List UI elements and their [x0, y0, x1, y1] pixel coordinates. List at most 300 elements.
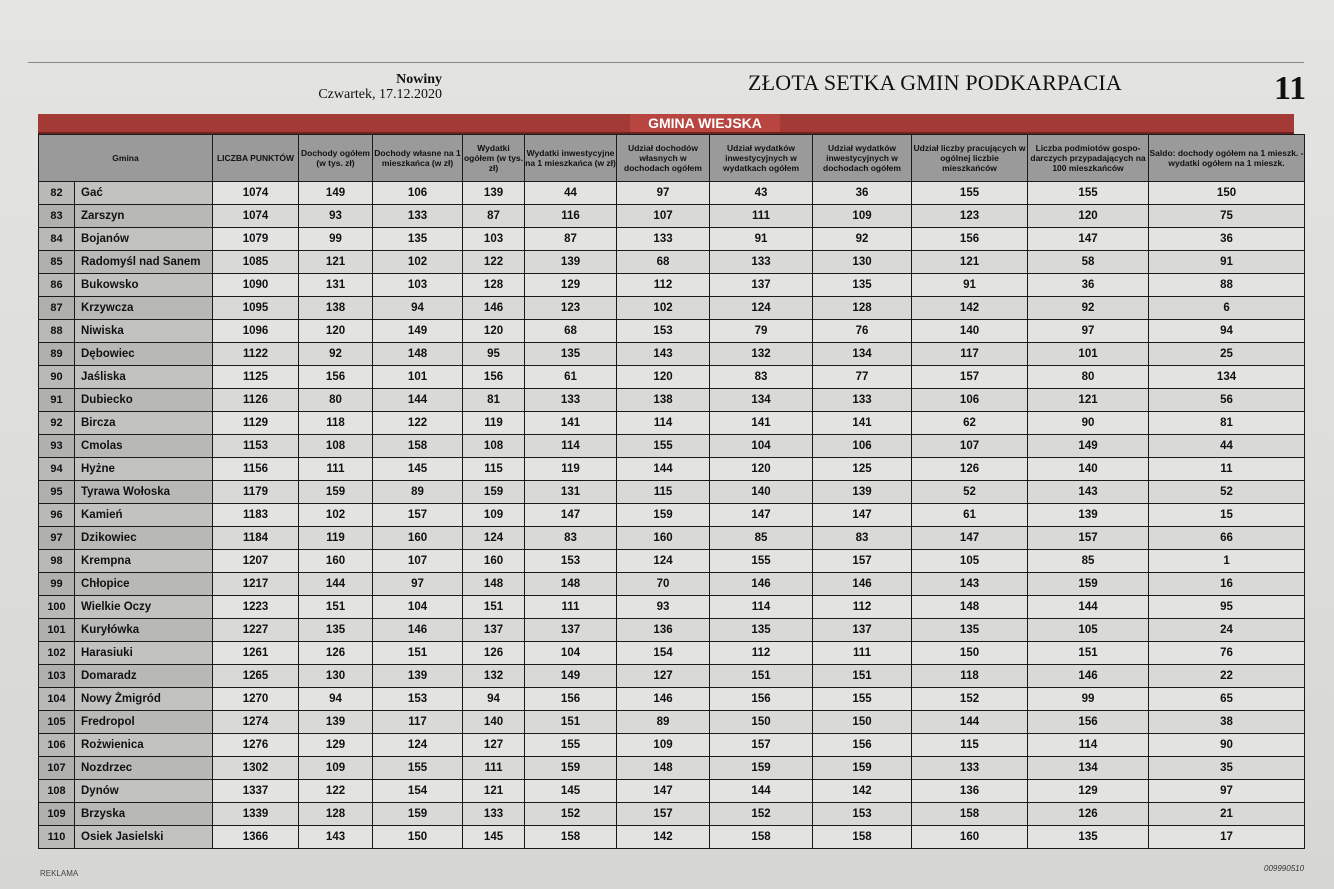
value-cell: 1261: [213, 642, 299, 665]
value-cell: 128: [813, 297, 912, 320]
value-cell: 92: [299, 343, 373, 366]
value-cell: 107: [912, 435, 1028, 458]
value-cell: 1125: [213, 366, 299, 389]
value-cell: 94: [299, 688, 373, 711]
column-header: Wydatki inwestycyjne na 1 mieszkańca (w zł): [525, 135, 617, 182]
value-cell: 137: [525, 619, 617, 642]
value-cell: 107: [617, 205, 710, 228]
value-cell: 1337: [213, 780, 299, 803]
value-cell: 94: [1149, 320, 1305, 343]
table-row: [39, 573, 1305, 596]
municipality-name-cell: Kuryłówka: [75, 619, 213, 642]
rank-cell: 107: [39, 757, 75, 780]
value-cell: 44: [525, 182, 617, 205]
municipality-name-cell: Krzywcza: [75, 297, 213, 320]
value-cell: 62: [912, 412, 1028, 435]
value-cell: 93: [299, 205, 373, 228]
ranking-table: [38, 134, 1305, 849]
value-cell: 90: [1149, 734, 1305, 757]
value-cell: 151: [813, 665, 912, 688]
value-cell: 121: [1028, 389, 1149, 412]
value-cell: 120: [299, 320, 373, 343]
table-row: [39, 734, 1305, 757]
municipality-name-cell: Rożwienica: [75, 734, 213, 757]
table-row: [39, 665, 1305, 688]
value-cell: 1153: [213, 435, 299, 458]
value-cell: 151: [463, 596, 525, 619]
value-cell: 75: [1149, 205, 1305, 228]
value-cell: 138: [617, 389, 710, 412]
value-cell: 114: [617, 412, 710, 435]
value-cell: 155: [813, 688, 912, 711]
value-cell: 130: [813, 251, 912, 274]
municipality-name-cell: Osiek Jasielski: [75, 826, 213, 849]
rank-cell: 103: [39, 665, 75, 688]
value-cell: 77: [813, 366, 912, 389]
value-cell: 120: [463, 320, 525, 343]
value-cell: 43: [710, 182, 813, 205]
value-cell: 135: [710, 619, 813, 642]
value-cell: 144: [373, 389, 463, 412]
masthead-info: [300, 72, 442, 102]
value-cell: 159: [710, 757, 813, 780]
value-cell: 159: [463, 481, 525, 504]
value-cell: 124: [710, 297, 813, 320]
value-cell: 124: [373, 734, 463, 757]
page-title: ZŁOTA SETKA GMIN PODKARPACIA: [748, 70, 1123, 95]
value-cell: 101: [1028, 343, 1149, 366]
value-cell: 22: [1149, 665, 1305, 688]
value-cell: 135: [525, 343, 617, 366]
value-cell: 1183: [213, 504, 299, 527]
value-cell: 1217: [213, 573, 299, 596]
value-cell: 145: [525, 780, 617, 803]
rank-cell: 93: [39, 435, 75, 458]
rank-cell: 84: [39, 228, 75, 251]
value-cell: 90: [1028, 412, 1149, 435]
value-cell: 142: [912, 297, 1028, 320]
value-cell: 153: [813, 803, 912, 826]
table-row: [39, 757, 1305, 780]
value-cell: 148: [912, 596, 1028, 619]
value-cell: 1: [1149, 550, 1305, 573]
value-cell: 141: [813, 412, 912, 435]
value-cell: 139: [299, 711, 373, 734]
value-cell: 134: [710, 389, 813, 412]
value-cell: 104: [525, 642, 617, 665]
value-cell: 118: [299, 412, 373, 435]
value-cell: 127: [617, 665, 710, 688]
value-cell: 136: [912, 780, 1028, 803]
column-header: Saldo: dochody ogółem na 1 mieszk. - wydatki ogółem na 1 mieszk.: [1149, 135, 1305, 182]
value-cell: 140: [463, 711, 525, 734]
value-cell: 147: [813, 504, 912, 527]
value-cell: 137: [463, 619, 525, 642]
value-cell: 144: [299, 573, 373, 596]
value-cell: 129: [1028, 780, 1149, 803]
value-cell: 101: [373, 366, 463, 389]
value-cell: 142: [813, 780, 912, 803]
municipality-name-cell: Niwiska: [75, 320, 213, 343]
municipality-name-cell: Cmolas: [75, 435, 213, 458]
value-cell: 131: [299, 274, 373, 297]
value-cell: 144: [710, 780, 813, 803]
value-cell: 133: [373, 205, 463, 228]
value-cell: 132: [463, 665, 525, 688]
municipality-name-cell: Nozdrzec: [75, 757, 213, 780]
value-cell: 148: [373, 343, 463, 366]
value-cell: 155: [912, 182, 1028, 205]
value-cell: 16: [1149, 573, 1305, 596]
column-header: Dochody własne na 1 mieszkańca (w zł): [373, 135, 463, 182]
value-cell: 153: [525, 550, 617, 573]
column-header: Udział wydatków inwestycyjnych w wydatkach ogółem: [710, 135, 813, 182]
value-cell: 105: [912, 550, 1028, 573]
value-cell: 56: [1149, 389, 1305, 412]
column-header: Liczba podmiotów gospo-darczych przypadających na 100 mieszkańców: [1028, 135, 1149, 182]
column-header: Udział wydatków inwestycyjnych w dochodach ogółem: [813, 135, 912, 182]
value-cell: 127: [463, 734, 525, 757]
value-cell: 1074: [213, 205, 299, 228]
table-row: [39, 182, 1305, 205]
value-cell: 160: [373, 527, 463, 550]
value-cell: 129: [525, 274, 617, 297]
value-cell: 155: [710, 550, 813, 573]
value-cell: 153: [617, 320, 710, 343]
municipality-name-cell: Krempna: [75, 550, 213, 573]
rank-cell: 102: [39, 642, 75, 665]
value-cell: 121: [463, 780, 525, 803]
table-row: [39, 389, 1305, 412]
value-cell: 135: [813, 274, 912, 297]
rank-cell: 97: [39, 527, 75, 550]
value-cell: 118: [912, 665, 1028, 688]
value-cell: 115: [463, 458, 525, 481]
municipality-name-cell: Fredropol: [75, 711, 213, 734]
value-cell: 76: [813, 320, 912, 343]
value-cell: 142: [617, 826, 710, 849]
value-cell: 89: [617, 711, 710, 734]
municipality-name-cell: Kamień: [75, 504, 213, 527]
value-cell: 155: [373, 757, 463, 780]
value-cell: 109: [813, 205, 912, 228]
value-cell: 156: [912, 228, 1028, 251]
table-row: [39, 412, 1305, 435]
value-cell: 109: [299, 757, 373, 780]
value-cell: 38: [1149, 711, 1305, 734]
value-cell: 111: [525, 596, 617, 619]
column-header: LICZBA PUNKTÓW: [213, 135, 299, 182]
value-cell: 133: [463, 803, 525, 826]
municipality-name-cell: Harasiuki: [75, 642, 213, 665]
table-row: [39, 458, 1305, 481]
value-cell: 144: [617, 458, 710, 481]
value-cell: 88: [1149, 274, 1305, 297]
value-cell: 150: [813, 711, 912, 734]
value-cell: 124: [463, 527, 525, 550]
value-cell: 133: [813, 389, 912, 412]
value-cell: 137: [710, 274, 813, 297]
value-cell: 128: [463, 274, 525, 297]
value-cell: 103: [373, 274, 463, 297]
value-cell: 104: [373, 596, 463, 619]
value-cell: 133: [912, 757, 1028, 780]
value-cell: 126: [299, 642, 373, 665]
municipality-name-cell: Dzikowiec: [75, 527, 213, 550]
value-cell: 83: [813, 527, 912, 550]
value-cell: 124: [617, 550, 710, 573]
municipality-name-cell: Dębowiec: [75, 343, 213, 366]
value-cell: 139: [1028, 504, 1149, 527]
value-cell: 144: [1028, 596, 1149, 619]
value-cell: 151: [299, 596, 373, 619]
value-cell: 139: [463, 182, 525, 205]
municipality-name-cell: Bukowsko: [75, 274, 213, 297]
value-cell: 154: [617, 642, 710, 665]
value-cell: 159: [299, 481, 373, 504]
value-cell: 1227: [213, 619, 299, 642]
value-cell: 102: [299, 504, 373, 527]
value-cell: 111: [299, 458, 373, 481]
value-cell: 156: [813, 734, 912, 757]
value-cell: 160: [912, 826, 1028, 849]
value-cell: 11: [1149, 458, 1305, 481]
value-cell: 17: [1149, 826, 1305, 849]
rank-cell: 85: [39, 251, 75, 274]
value-cell: 149: [525, 665, 617, 688]
table-body: [39, 182, 1305, 849]
value-cell: 135: [912, 619, 1028, 642]
value-cell: 126: [912, 458, 1028, 481]
value-cell: 150: [710, 711, 813, 734]
value-cell: 1095: [213, 297, 299, 320]
value-cell: 155: [525, 734, 617, 757]
value-cell: 159: [617, 504, 710, 527]
value-cell: 156: [525, 688, 617, 711]
value-cell: 80: [1028, 366, 1149, 389]
value-cell: 157: [1028, 527, 1149, 550]
table-row: [39, 688, 1305, 711]
value-cell: 1090: [213, 274, 299, 297]
table-row: [39, 780, 1305, 803]
rank-cell: 92: [39, 412, 75, 435]
rank-cell: 105: [39, 711, 75, 734]
header-rule: [28, 62, 1304, 63]
value-cell: 115: [617, 481, 710, 504]
rank-cell: 100: [39, 596, 75, 619]
table-row: [39, 366, 1305, 389]
table-row: [39, 481, 1305, 504]
value-cell: 155: [617, 435, 710, 458]
rank-cell: 106: [39, 734, 75, 757]
footer-code: 009990510: [1264, 864, 1305, 873]
value-cell: 155: [1028, 182, 1149, 205]
table-row: [39, 435, 1305, 458]
rank-cell: 98: [39, 550, 75, 573]
value-cell: 119: [299, 527, 373, 550]
value-cell: 158: [710, 826, 813, 849]
section-banner-label: GMINA WIEJSKA: [630, 114, 780, 132]
value-cell: 108: [463, 435, 525, 458]
rank-cell: 86: [39, 274, 75, 297]
value-cell: 134: [813, 343, 912, 366]
value-cell: 149: [373, 320, 463, 343]
value-cell: 94: [463, 688, 525, 711]
value-cell: 87: [525, 228, 617, 251]
table-row: [39, 619, 1305, 642]
value-cell: 111: [710, 205, 813, 228]
value-cell: 157: [373, 504, 463, 527]
value-cell: 119: [463, 412, 525, 435]
value-cell: 147: [525, 504, 617, 527]
value-cell: 158: [373, 435, 463, 458]
value-cell: 112: [617, 274, 710, 297]
value-cell: 133: [525, 389, 617, 412]
page-number: 11: [1274, 70, 1307, 107]
value-cell: 25: [1149, 343, 1305, 366]
value-cell: 44: [1149, 435, 1305, 458]
value-cell: 145: [463, 826, 525, 849]
municipality-name-cell: Radomyśl nad Sanem: [75, 251, 213, 274]
value-cell: 146: [617, 688, 710, 711]
rank-cell: 109: [39, 803, 75, 826]
value-cell: 81: [463, 389, 525, 412]
value-cell: 152: [710, 803, 813, 826]
table-row: [39, 803, 1305, 826]
value-cell: 151: [710, 665, 813, 688]
value-cell: 91: [1149, 251, 1305, 274]
value-cell: 106: [813, 435, 912, 458]
value-cell: 138: [299, 297, 373, 320]
value-cell: 1126: [213, 389, 299, 412]
value-cell: 152: [912, 688, 1028, 711]
rank-cell: 96: [39, 504, 75, 527]
value-cell: 123: [912, 205, 1028, 228]
value-cell: 35: [1149, 757, 1305, 780]
value-cell: 120: [1028, 205, 1149, 228]
value-cell: 147: [617, 780, 710, 803]
issue-date: Czwartek, 17.12.2020: [318, 87, 442, 102]
rank-cell: 108: [39, 780, 75, 803]
rank-cell: 90: [39, 366, 75, 389]
column-header: Wydatki ogółem (w tys. zł): [463, 135, 525, 182]
municipality-name-cell: Bircza: [75, 412, 213, 435]
value-cell: 1156: [213, 458, 299, 481]
table-row: [39, 320, 1305, 343]
municipality-name-cell: Nowy Żmigród: [75, 688, 213, 711]
value-cell: 97: [373, 573, 463, 596]
value-cell: 70: [617, 573, 710, 596]
municipality-name-cell: Bojanów: [75, 228, 213, 251]
value-cell: 97: [617, 182, 710, 205]
value-cell: 111: [813, 642, 912, 665]
value-cell: 92: [813, 228, 912, 251]
value-cell: 1179: [213, 481, 299, 504]
value-cell: 106: [373, 182, 463, 205]
table-row: [39, 711, 1305, 734]
value-cell: 89: [373, 481, 463, 504]
value-cell: 156: [463, 366, 525, 389]
value-cell: 99: [1028, 688, 1149, 711]
value-cell: 140: [710, 481, 813, 504]
rank-cell: 104: [39, 688, 75, 711]
value-cell: 93: [617, 596, 710, 619]
municipality-name-cell: Dynów: [75, 780, 213, 803]
table-header-row: [39, 135, 1305, 182]
value-cell: 143: [617, 343, 710, 366]
value-cell: 141: [525, 412, 617, 435]
value-cell: 1339: [213, 803, 299, 826]
value-cell: 134: [1149, 366, 1305, 389]
value-cell: 122: [463, 251, 525, 274]
value-cell: 133: [617, 228, 710, 251]
municipality-name-cell: Gać: [75, 182, 213, 205]
value-cell: 95: [463, 343, 525, 366]
value-cell: 109: [617, 734, 710, 757]
value-cell: 103: [463, 228, 525, 251]
value-cell: 79: [710, 320, 813, 343]
value-cell: 153: [373, 688, 463, 711]
value-cell: 146: [373, 619, 463, 642]
value-cell: 1122: [213, 343, 299, 366]
value-cell: 120: [617, 366, 710, 389]
value-cell: 139: [525, 251, 617, 274]
value-cell: 112: [710, 642, 813, 665]
value-cell: 146: [463, 297, 525, 320]
value-cell: 146: [813, 573, 912, 596]
value-cell: 157: [710, 734, 813, 757]
table-row: [39, 826, 1305, 849]
value-cell: 104: [710, 435, 813, 458]
value-cell: 114: [710, 596, 813, 619]
value-cell: 111: [463, 757, 525, 780]
value-cell: 119: [525, 458, 617, 481]
value-cell: 145: [373, 458, 463, 481]
value-cell: 1276: [213, 734, 299, 757]
value-cell: 112: [813, 596, 912, 619]
paper-name: Nowiny: [396, 72, 442, 87]
value-cell: 150: [373, 826, 463, 849]
value-cell: 154: [373, 780, 463, 803]
footer-ad-label: REKLAMA: [40, 869, 79, 878]
value-cell: 85: [1028, 550, 1149, 573]
value-cell: 83: [525, 527, 617, 550]
value-cell: 126: [1028, 803, 1149, 826]
value-cell: 131: [525, 481, 617, 504]
rank-cell: 82: [39, 182, 75, 205]
rank-cell: 89: [39, 343, 75, 366]
value-cell: 146: [1028, 665, 1149, 688]
value-cell: 139: [813, 481, 912, 504]
value-cell: 143: [299, 826, 373, 849]
value-cell: 150: [912, 642, 1028, 665]
value-cell: 158: [525, 826, 617, 849]
table-row: [39, 596, 1305, 619]
value-cell: 97: [1028, 320, 1149, 343]
value-cell: 61: [912, 504, 1028, 527]
value-cell: 133: [710, 251, 813, 274]
value-cell: 115: [912, 734, 1028, 757]
value-cell: 140: [912, 320, 1028, 343]
value-cell: 121: [912, 251, 1028, 274]
table-row: [39, 205, 1305, 228]
table-row: [39, 228, 1305, 251]
value-cell: 135: [373, 228, 463, 251]
value-cell: 139: [373, 665, 463, 688]
value-cell: 102: [617, 297, 710, 320]
value-cell: 109: [463, 504, 525, 527]
value-cell: 68: [617, 251, 710, 274]
